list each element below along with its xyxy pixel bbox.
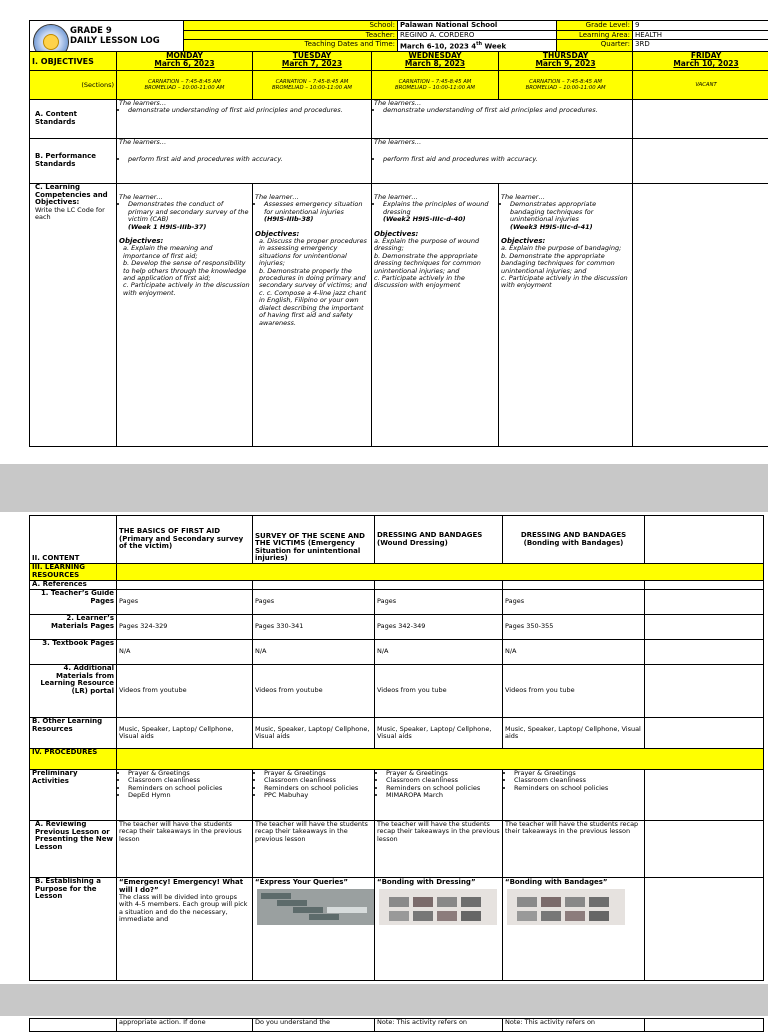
additional-tuesday: Videos from youtube [253,665,375,718]
content-wednesday: DRESSING AND BANDAGES (Wound Dressing) [375,516,503,564]
content-heading: II. CONTENT [30,516,117,564]
sections-tuesday: CARNATION – 7:45-8:45 AM BROMELIAD – 10:00-11:00 AM [253,71,372,100]
competencies-label: C. Learning Competencies and Objectives: [35,183,108,207]
grade-level-label: Grade Level: [557,21,633,31]
references-label: A. References [30,581,117,590]
reviewing-thursday: The teacher will have the students recap their takeaways in the previous lesson [503,821,645,878]
other-wednesday: Music, Speaker, Laptop/ Cellphone, Visual aids [375,718,503,749]
competencies-sublabel: Write the LC Code for each [35,205,105,222]
textbook-pages-label: 3. Textbook Pages [30,640,117,665]
flowchart-image [257,889,375,925]
preliminary-tuesday: • Prayer & Greetings • Classroom cleanliness • Reminders on school policies • PPC Mabuhay [253,770,375,821]
lm-pages-monday: Pages 324-329 [117,615,253,640]
learning-area-label: Learning Area: [557,30,633,40]
content-tuesday: SURVEY OF THE SCENE AND THE VICTIMS (Emergency Situation for unintentional injuries) [253,516,375,564]
reviewing-label: A. Reviewing Previous Lesson or Presenting the New Lesson [30,821,117,878]
performance-standards-mon-tue: The learners… • perform first aid and procedures with accuracy. [117,139,372,184]
quarter-value: 3RD [633,40,768,52]
continuation-tuesday: Do you understand the [253,1019,375,1032]
textbook-wednesday: N/A [375,640,503,665]
reviewing-tuesday: The teacher will have the students recap their takeaways in the previous lesson [253,821,375,878]
continuation-thursday: Note: This activity refers on [503,1019,645,1032]
preliminary-monday: • Prayer & Greetings • Classroom cleanliness • Reminders on school policies • DepEd Hymn [117,770,253,821]
objectives-table [29,20,768,447]
textbook-tuesday: N/A [253,640,375,665]
bandage-worksheet-image [507,889,625,925]
tg-pages-wednesday: Pages [375,590,503,615]
purpose-tuesday: “Express Your Queries” [253,878,375,981]
content-friday [645,516,764,564]
other-monday: Music, Speaker, Laptop/ Cellphone, Visual aids [117,718,253,749]
other-thursday: Music, Speaker, Laptop/ Cellphone, Visual aids [503,718,645,749]
performance-standards-wed-thu: The learners… • perform first aid and procedures with accuracy. [372,139,633,184]
content-monday: THE BASICS OF FIRST AID (Primary and Secondary survey of the victim) [117,516,253,564]
quarter-label: Quarter: [557,40,633,52]
tg-pages-tuesday: Pages [253,590,375,615]
teacher-label: Teacher: [184,30,398,40]
title-grade: GRADE 9 [70,26,112,36]
grade-level-value: 9 [633,21,768,31]
preliminary-label: Preliminary Activities [30,770,117,821]
continuation-monday: appropriate action. If done [117,1019,253,1032]
textbook-thursday: N/A [503,640,645,665]
content-standards-label: A. Content Standards [30,100,117,139]
lm-pages-wednesday: Pages 342-349 [375,615,503,640]
day-wednesday: WEDNESDAY March 8, 2023 [372,52,499,71]
sections-label: (Sections) [30,71,117,100]
purpose-monday: “Emergency! Emergency! What will I do?” The class will be divided into groups with 4-5 members. Each group will pick a situation and do the necessary, immediate and [117,878,253,981]
day-monday: MONDAY March 6, 2023 [117,52,253,71]
sections-friday: VACANT [633,71,768,100]
content-table [29,515,764,981]
additional-monday: Videos from youtube [117,665,253,718]
other-resources-label: B. Other Learning Resources [30,718,117,749]
continuation-table [29,1018,764,1032]
objectives-heading: I. OBJECTIVES [30,52,117,71]
teaching-dates-label: Teaching Dates and Time: [184,40,398,52]
day-thursday: THURSDAY March 9, 2023 [499,52,633,71]
competency-wednesday: The learner… • Explains the principles of wound dressing (Week2 H9IS-IIIc-d-40) Objectives: a. Explain the purpose of wound dressing; b. Demonstrate the appropriate dressing techniques for common unintentional injuries; and c. Participate actively in the discussion with enjoyment [372,184,499,447]
learning-area-value: HEALTH [633,30,768,40]
continuation-wednesday: Note: This activity refers on [375,1019,503,1032]
additional-thursday: Videos from you tube [503,665,645,718]
teacher-value: REGINO A. CORDERO [398,30,557,40]
day-friday: FRIDAY March 10, 2023 [633,52,768,71]
teaching-dates-value: March 6-10, 2023 4th Week [398,40,557,52]
lm-pages-tuesday: Pages 330-341 [253,615,375,640]
purpose-thursday: “Bonding with Bandages” [503,878,645,981]
competency-friday [633,184,768,447]
deped-seal-logo [33,24,69,52]
sections-thursday: CARNATION – 7:45-8:45 AM BROMELIAD – 10:00-11:00 AM [499,71,633,100]
tg-pages-thursday: Pages [503,590,645,615]
purpose-label: B. Establishing a Purpose for the Lesson [30,878,117,981]
additional-materials-label: 4. Additional Materials from Learning Resource (LR) portal [30,665,117,718]
reviewing-monday: The teacher will have the students recap their takeaways in the previous lesson [117,821,253,878]
header-title-cell [30,21,184,52]
preliminary-thursday: • Prayer & Greetings • Classroom cleanliness • Reminders on school policies [503,770,645,821]
sections-monday: CARNATION – 7:45-8:45 AM BROMELIAD – 10:00-11:00 AM [117,71,253,100]
day-tuesday: TUESDAY March 7, 2023 [253,52,372,71]
lm-pages-thursday: Pages 350-355 [503,615,645,640]
additional-wednesday: Videos from you tube [375,665,503,718]
tg-pages-label: 1. Teacher’s Guide Pages [30,590,117,615]
school-value: Palawan National School [398,21,557,31]
content-standards-mon-tue: The learners… • demonstrate understanding of first aid principles and procedures. [117,100,372,139]
dressing-worksheet-image [379,889,497,925]
performance-standards-label: B. Performance Standards [30,139,117,184]
content-thursday: DRESSING AND BANDAGES (Bonding with Bandages) [503,516,645,564]
competencies-label-cell [30,184,117,447]
tg-pages-monday: Pages [117,590,253,615]
competency-tuesday: The learner… • Assesses emergency situation for unintentional injuries (H9IS-IIIb-38) Objectives: a. Discuss the proper procedures in assessing emergency situations for unintentional injuries; b. Demonstrate properly the procedures in doing primary and secondary survey of victims; and c. c. Compose a 4-line jazz chant in English, Filipino or your own dialect describing the important of having first aid and safety awareness. [253,184,372,447]
competency-thursday: The learner… • Demonstrates appropriate bandaging techniques for unintentional injuries (Week3 H9IS-IIIc-d-41) Objectives: a. Explain the purpose of bandaging; b. Demonstrate the appropriate bandaging techniques for common unintentional injuries; and c. Participate actively in the discussion with enjoyment [499,184,633,447]
learning-resources-heading: III. LEARNING RESOURCES [30,564,117,581]
purpose-wednesday: “Bonding with Dressing” [375,878,503,981]
school-label: School: [184,21,398,31]
preliminary-wednesday: • Prayer & Greetings • Classroom cleanliness • Reminders on school policies • MIMAROPA March [375,770,503,821]
content-standards-wed-thu: The learners… • demonstrate understanding of first aid principles and procedures. [372,100,633,139]
other-tuesday: Music, Speaker, Laptop/ Cellphone, Visual aids [253,718,375,749]
procedures-heading: IV. PROCEDURES [30,749,117,770]
performance-standards-fri [633,139,768,184]
reviewing-wednesday: The teacher will have the students recap their takeaways in the previous lesson [375,821,503,878]
lm-pages-label: 2. Learner’s Materials Pages [30,615,117,640]
content-standards-fri [633,100,768,139]
title-log: DAILY LESSON LOG [70,35,160,46]
competency-monday: The learner… • Demonstrates the conduct of primary and secondary survey of the victim (CAB) (Week 1 H9IS-IIIb-37) Objectives: a. Explain the meaning and importance of first aid; b. Develop the sense of responsibility to help others through the knowledge and application of first aid; c. Participate actively in the discussion with enjoyment. [117,184,253,447]
textbook-monday: N/A [117,640,253,665]
sections-wednesday: CARNATION – 7:45-8:45 AM BROMELIAD – 10:00-11:00 AM [372,71,499,100]
